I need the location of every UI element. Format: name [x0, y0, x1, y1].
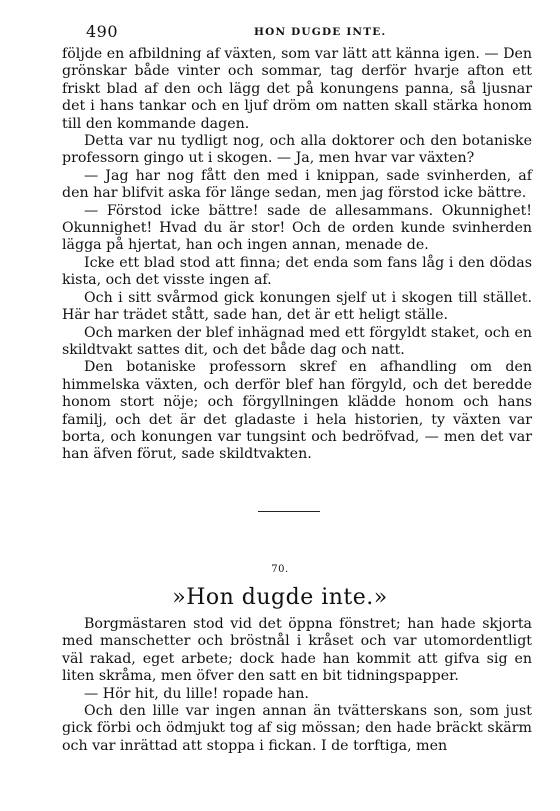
chapter-continuation-text [62, 46, 532, 464]
paragraph: Och i sitt svårmod gick konungen sjelf ut i skogen till stället. Här har trädet stått, sade han, det är ett heligt ställe. [62, 289, 532, 324]
story-number: 70. [271, 564, 289, 575]
paragraph: — Jag har nog fått den med i knippan, sade svinherden, af den har blifvit aska för länge sedan, men jag förstod icke bättre. [62, 167, 532, 202]
paragraph: Den botaniske professorn skref en afhandling om den himmelska växten, och derför blef han förgyld, och det beredde honom stort nöje; och förgyllningen klädde honom och hans familj, och det är det gladaste i hela historien, ty växten var borta, och konungen var tungsint och bedröfvad, — men det var han äfven förut, sade skildtvakten. [62, 359, 532, 463]
paragraph: Borgmästaren stod vid det öppna fönstret; han hade skjorta med manschetter och bröstnål i kråset och var utomordentligt väl rakad, eget arbete; dock hade han kommit att gifva sig en liten skråma, men öfver den satt en bit tidningspapper. [62, 616, 532, 685]
story-title: »Hon dugde inte.» [172, 585, 388, 610]
paragraph: följde en afbildning af växten, som var lätt att känna igen. — Den grönskar både vinter och sommar, tag derför hvarje afton ett friskt blad af den och lägg det på konungens panna, så ljusnar det i hans tankar och en ljuf dröm om natten skall stärka honom till den kommande dagen. [62, 46, 532, 132]
page-header [86, 22, 531, 46]
page-number: 490 [86, 22, 119, 41]
section-divider [258, 511, 320, 512]
paragraph: — Hör hit, du lille! ropade han. [84, 685, 309, 702]
story-text [62, 616, 532, 755]
paragraph: Icke ett blad stod att finna; det enda som fans låg i den dödas kista, och det visste ingen af. [62, 254, 532, 289]
paragraph: Detta var nu tydligt nog, och alla doktorer och den botaniske professorn gingo ut i skogen. — Ja, men hvar var växten? [62, 133, 532, 167]
paragraph: Och marken der blef inhägnad med ett förgyldt staket, och en skildtvakt sattes dit, och det både dag och natt. [62, 324, 532, 358]
paragraph: — Förstod icke bättre! sade de allesammans. Okunnighet! Okunnighet! Hvad du är stor! Och de orden kunde svinherden lägga på hjertat, han och ingen annan, menade de. [62, 202, 532, 254]
running-head: HON DUGDE INTE. [254, 26, 387, 38]
paragraph: Och den lille var ingen annan än tvätterskans son, som just gick förbi och ödmjukt tog af sig mössan; den hade bräckt skärm och var inrättad att stoppa i fickan. I de torftiga, men [62, 703, 532, 754]
